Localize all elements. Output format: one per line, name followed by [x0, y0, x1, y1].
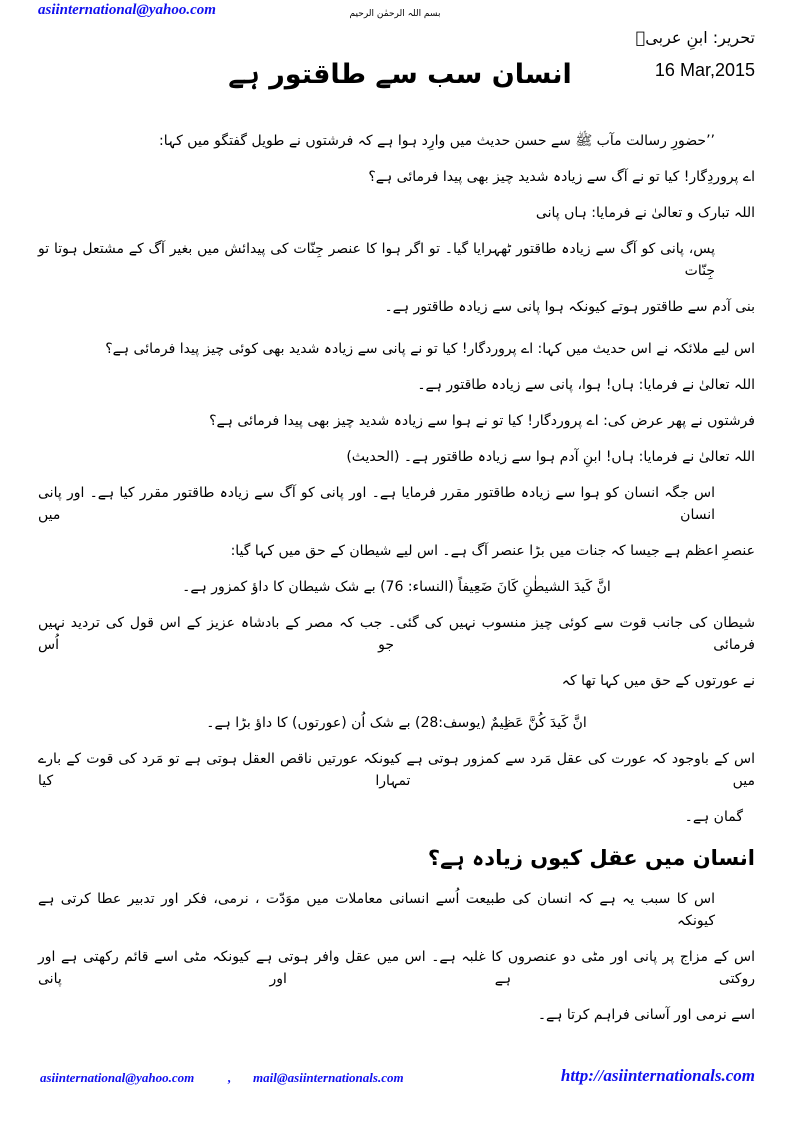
- body-line: اللہ تعالیٰ نے فرمایا: ہاں! ابنِ آدم ہوا سے زیادہ طاقتور ہے۔ (الحدیث): [346, 449, 755, 465]
- footer-separator: ,: [228, 1070, 232, 1085]
- body-line: اس کے مزاج پر پانی اور مٹی دو عنصروں کا غلبہ ہے۔ اس میں عقل وافر ہوتی ہے کیونکہ مٹی اسے قائم رکھتی ہے اور روکتی ہے اور پانی: [38, 949, 755, 987]
- author-byline: تحریر: ابنِ عربیؒ: [635, 28, 755, 47]
- body-line: بنی آدم سے طاقتور ہوتے کیونکہ ہوا پانی سے زیادہ طاقتور ہے۔: [384, 299, 755, 315]
- quran-verse: انَّ کَیدَ الشیطٰنِ کَانَ ضَعِیفاً (النساء: 76) بے شک شیطان کا داؤ کمزور ہے۔: [182, 579, 611, 595]
- body-line: اللہ تبارک و تعالیٰ نے فرمایا: ہاں پانی: [535, 205, 755, 221]
- footer: [38, 1066, 755, 1090]
- body-line: پس، پانی کو آگ سے زیادہ طاقتور ٹھہرایا گیا۔ تو اگر ہوا کا عنصر جِنّات کی پیدائش میں بغیر آگ کے مشتعل ہوتا تو جِنّات: [38, 241, 715, 279]
- footer-website-link[interactable]: http://asiinternationals.com: [560, 1066, 755, 1085]
- quran-verse: انَّ کَیدَ کُنَّ عَظِیمٌ (یوسف:28) بے شک اُن (عورتوں) کا داؤ بڑا ہے۔: [206, 715, 587, 731]
- body-line: عنصرِ اعظم ہے جیسا کہ جنات میں بڑا عنصر آگ ہے۔ اس لیے شیطان کے حق میں کہا گیا:: [230, 543, 755, 559]
- section-heading: انسان میں عقل کیوں زیادہ ہے؟: [427, 846, 755, 870]
- bismillah: بسم اللہ الرحمٰن الرحیم: [349, 9, 441, 19]
- body-line: اللہ تعالیٰ نے فرمایا: ہاں! ہوا، پانی سے زیادہ طاقتور ہے۔: [417, 377, 755, 393]
- body-line: اس لیے ملائکہ نے اس حدیث میں کہا: اے پروردگار! کیا تو نے پانی سے زیادہ شدید بھی کوئی چیز پیدا فرمائی ہے؟: [105, 341, 755, 357]
- date: 16 Mar,2015: [654, 60, 755, 80]
- body-line: اے پروردِگار! کیا تو نے آگ سے زیادہ شدید چیز بھی پیدا فرمائی ہے؟: [368, 169, 755, 185]
- body-line: ’’حضورِ رسالت مآب ﷺ سے حسن حدیث میں وارِد ہوا ہے کہ فرشتوں نے طویل گفتگو میں کہا:: [158, 133, 715, 149]
- body-line: شیطان کی جانب قوت سے کوئی چیز منسوب نہیں کی گئی۔ جب کہ مصر کے بادشاہ عزیز کے اس قول کی تردید نہیں فرمائی جو اُس: [38, 615, 755, 653]
- body-line: نے عورتوں کے حق میں کہا تھا کہ: [561, 673, 755, 689]
- body-line: اس کا سبب یہ ہے کہ انسان کی طبیعت اُسے انسانی معاملات میں موَدّت ، نرمی، فکر اور تدبیر عطا کرتی ہے کیونکہ: [38, 891, 715, 929]
- body-line: اسے نرمی اور آسانی فراہم کرتا ہے۔: [537, 1007, 755, 1023]
- page-title: انسان سب سے طاقتور ہے: [228, 59, 572, 90]
- body-line: اس جگہ انسان کو ہوا سے زیادہ طاقتور مقرر فرمایا ہے۔ اور پانی کو آگ سے زیادہ طاقتور مقرر کیا ہے۔ اور پانی انسان میں: [38, 485, 715, 523]
- footer-mail-link[interactable]: mail@asiinternationals.com: [253, 1070, 404, 1085]
- footer-email-link[interactable]: asiinternational@yahoo.com: [40, 1070, 195, 1085]
- body-line: اس کے باوجود کہ عورت کی عقل مَرد سے کمزور ہوتی ہے کیونکہ عورتیں ناقص العقل ہوتی ہے تو مَرد کی قوت کے بارے میں تمہارا کیا: [38, 751, 755, 789]
- body-line: گمان ہے۔: [684, 809, 743, 825]
- header-email-link[interactable]: asiinternational@yahoo.com: [38, 2, 216, 18]
- body-line: فرشتوں نے پھر عرض کی: اے پروردگار! کیا تو نے ہوا سے زیادہ شدید چیز بھی پیدا فرمائی ہے؟: [209, 413, 755, 429]
